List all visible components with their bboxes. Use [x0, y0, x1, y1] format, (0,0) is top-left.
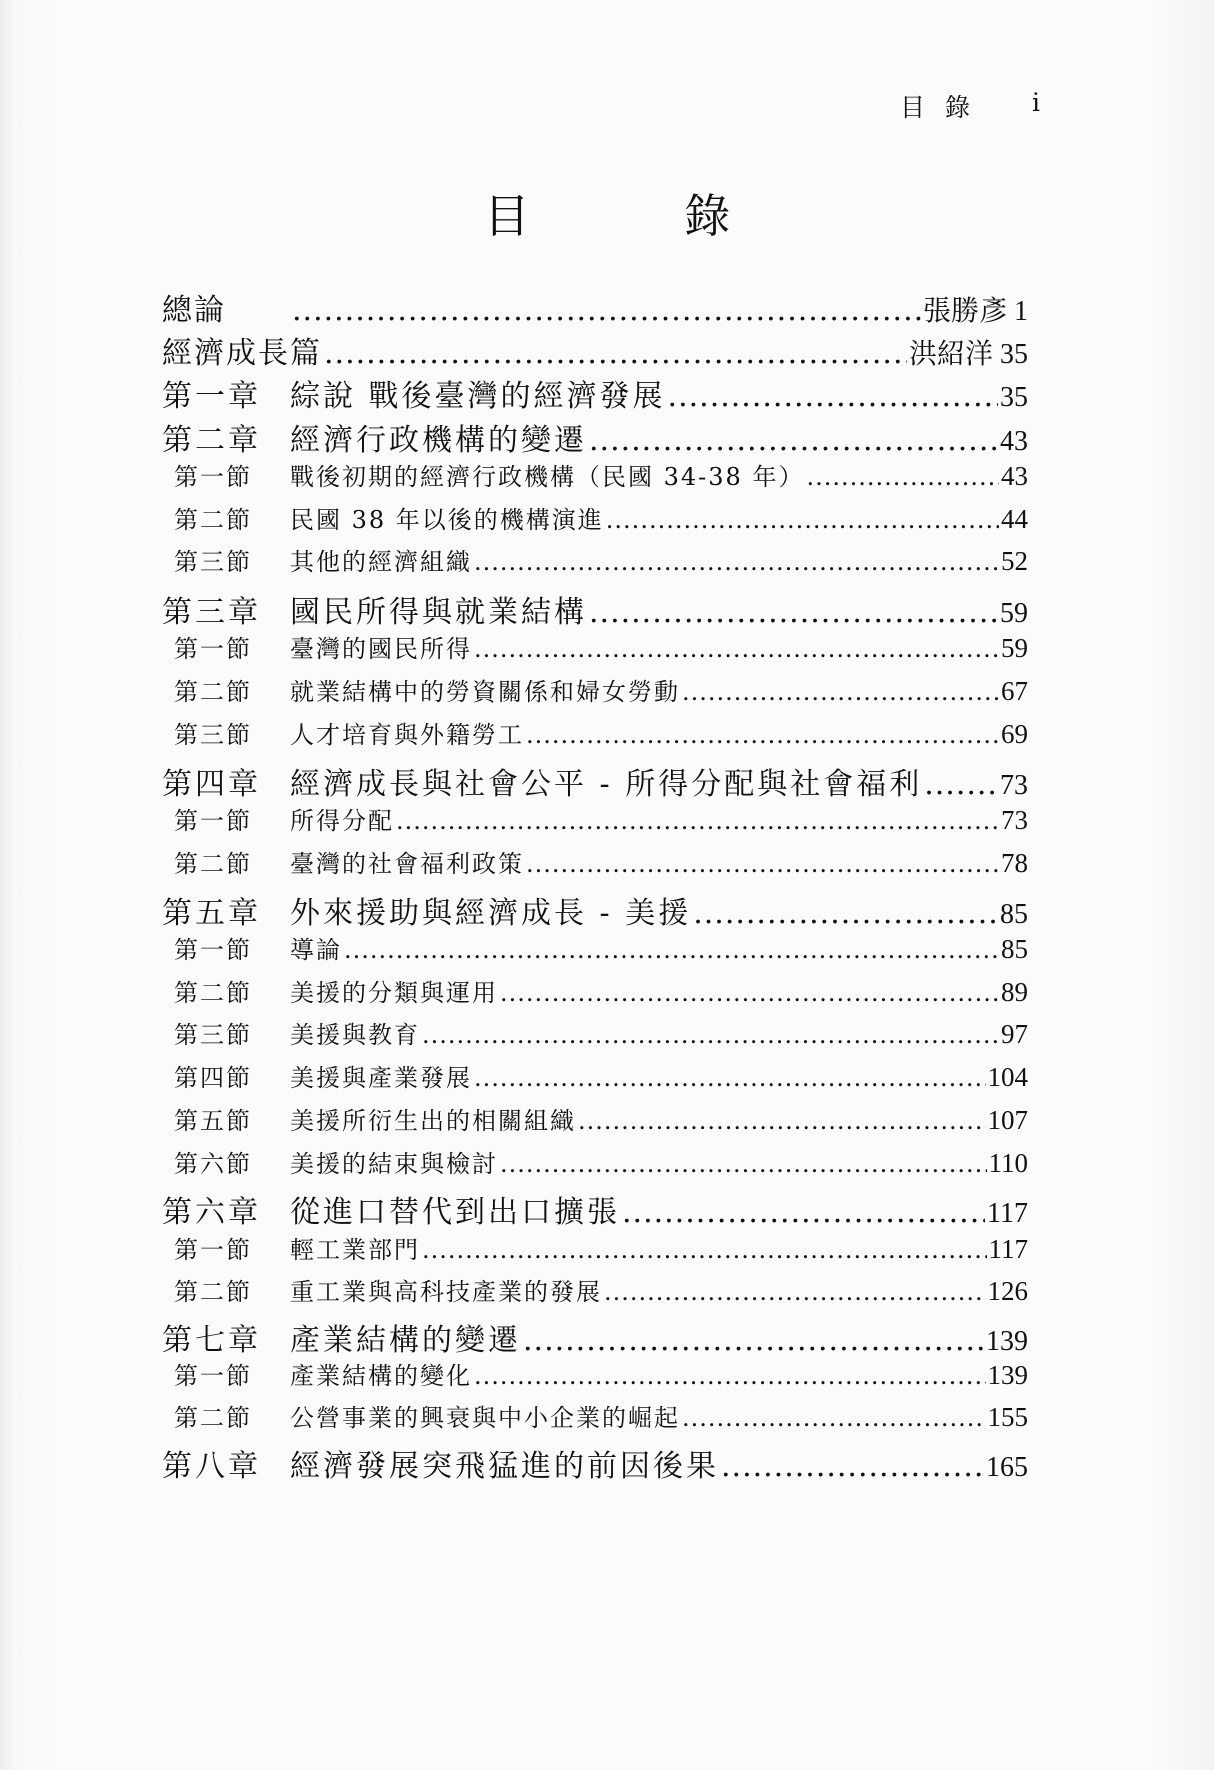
- leader-dots: [474, 1064, 986, 1092]
- leader-dots: [682, 1404, 986, 1432]
- toc-entry: [162, 801, 1028, 836]
- toc-entry-number: 第五章: [162, 896, 261, 931]
- toc-entry: [162, 1058, 1028, 1093]
- toc-entry-number: 第二章: [162, 423, 261, 458]
- toc-entry-title: 人才培育與外籍勞工: [290, 721, 524, 749]
- toc-entry-number: 第二節: [174, 1404, 252, 1432]
- toc-entry-title: 所得分配: [290, 807, 394, 835]
- toc-entry-page: 107: [987, 1105, 1028, 1135]
- toc-entry-number: 第一節: [174, 463, 252, 491]
- toc-entry-page: 43: [1000, 426, 1028, 457]
- leader-dots: [721, 1449, 984, 1484]
- leader-dots: [806, 463, 999, 491]
- toc-entry-title: 綜說 戰後臺灣的經濟發展: [290, 379, 666, 414]
- toc-entry-title: 輕工業部門: [290, 1236, 420, 1264]
- toc-entry-page: 110: [988, 1148, 1028, 1178]
- toc-entry-title: 國民所得與就業結構: [290, 595, 587, 630]
- toc-entry: [162, 1315, 1028, 1359]
- toc-entry-page: 117: [988, 1234, 1028, 1264]
- toc-entry-title: 美援所衍生出的相關組織: [290, 1107, 576, 1135]
- toc-entry-title: 外來援助與經濟成長 - 美援: [290, 896, 692, 931]
- toc-entry-title: 就業結構中的勞資關係和婦女勞動: [290, 678, 680, 706]
- toc-entry-page: 洪紹洋 35: [908, 339, 1028, 370]
- toc-entry-page: 78: [1001, 848, 1028, 878]
- leader-dots: [622, 1195, 985, 1230]
- toc-entry-title: 美援的分類與運用: [290, 979, 498, 1007]
- toc-entry: [162, 285, 1028, 329]
- toc-entry-number: 第一節: [174, 807, 252, 835]
- leader-dots: [422, 1236, 987, 1264]
- toc-entry: [162, 1144, 1028, 1179]
- toc-entry-title: 美援的結束與檢討: [290, 1150, 498, 1178]
- leader-dots: [604, 1278, 986, 1306]
- toc-entry-page: 52: [1001, 546, 1028, 576]
- header-page-number: i: [1032, 88, 1040, 117]
- leader-dots: [474, 635, 999, 663]
- toc-entry: [162, 542, 1028, 577]
- toc-entry-page: 67: [1001, 676, 1028, 706]
- toc-entry-title: 經濟成長篇: [162, 336, 322, 371]
- toc-entry-number: 第三節: [174, 548, 252, 576]
- toc-entry-number: 第二節: [174, 1278, 252, 1306]
- toc-entry: [162, 888, 1028, 932]
- toc-entry-title: 經濟發展突飛猛進的前因後果: [290, 1449, 719, 1484]
- leader-dots: [682, 678, 999, 706]
- toc-entry-page: 139: [987, 1360, 1028, 1390]
- toc-entry-title: 經濟成長與社會公平 - 所得分配與社會福利: [290, 767, 923, 802]
- toc-entry-number: 第一節: [174, 1236, 252, 1264]
- toc-entry: [162, 629, 1028, 664]
- leader-dots: [396, 807, 999, 835]
- leader-dots: [474, 548, 999, 576]
- toc-entry-title: 導論: [290, 936, 342, 964]
- page-title: 目 錄: [483, 189, 801, 243]
- toc-entry: [162, 844, 1028, 879]
- toc-entry-number: 第四章: [162, 767, 261, 802]
- toc-entry-page: 35: [1000, 382, 1028, 413]
- toc-entry-page: 165: [986, 1452, 1028, 1483]
- toc-entry-number: 第二節: [174, 506, 252, 534]
- toc-entry-title: 產業結構的變遷: [290, 1323, 521, 1358]
- toc-entry-number: 第一節: [174, 1362, 252, 1390]
- toc-entry-number: 第一節: [174, 936, 252, 964]
- running-header: [900, 88, 1040, 124]
- toc-entry-number: 第一章: [162, 379, 261, 414]
- toc-entry-page: 104: [987, 1062, 1028, 1092]
- toc-entry-page: 139: [986, 1326, 1028, 1357]
- toc-entry-page: 59: [1000, 598, 1028, 629]
- toc-entry-title: 總論: [162, 293, 226, 328]
- toc-entry-page: 69: [1001, 719, 1028, 749]
- toc-entry-title: 公營事業的興衰與中小企業的崛起: [290, 1404, 680, 1432]
- toc-entry-number: 第四節: [174, 1064, 252, 1092]
- toc-entry-title: 經濟行政機構的變遷: [290, 423, 587, 458]
- toc-entry: [162, 715, 1028, 750]
- toc-entry-page: 張勝彥 1: [922, 296, 1028, 327]
- toc-entry: [162, 930, 1028, 965]
- toc-entry-number: 第三節: [174, 721, 252, 749]
- leader-dots: [324, 336, 907, 371]
- toc-entry-title: 重工業與高科技產業的發展: [290, 1278, 602, 1306]
- toc-entry: [162, 1441, 1028, 1485]
- toc-entry-page: 89: [1001, 977, 1028, 1007]
- toc-entry-number: 第五節: [174, 1107, 252, 1135]
- toc-entry-page: 85: [1000, 899, 1028, 930]
- toc-entry-number: 第七章: [162, 1323, 261, 1358]
- leader-dots: [500, 1150, 987, 1178]
- toc-entry: [162, 457, 1028, 492]
- toc-entry: [162, 1272, 1028, 1307]
- leader-dots: [344, 936, 999, 964]
- toc-entry: [162, 1356, 1028, 1391]
- toc-entry: [162, 1015, 1028, 1050]
- toc-entry-title: 民國 38 年以後的機構演進: [290, 506, 604, 534]
- toc-entry: [162, 371, 1028, 415]
- toc-entry: [162, 328, 1028, 372]
- leader-dots: [523, 1323, 984, 1358]
- toc-entry: [162, 1230, 1028, 1265]
- toc-entry-number: 第八章: [162, 1449, 261, 1484]
- toc-entry-title: 戰後初期的經濟行政機構（民國 34-38 年）: [290, 463, 805, 491]
- toc-entry-title: 臺灣的社會福利政策: [290, 850, 524, 878]
- toc-entry-title: 臺灣的國民所得: [290, 635, 472, 663]
- toc-entry-title: 美援與教育: [290, 1021, 420, 1049]
- header-title: 目 錄: [900, 93, 976, 122]
- toc-entry-number: 第二節: [174, 979, 252, 1007]
- leader-dots: [422, 1021, 999, 1049]
- toc-entry-title: 其他的經濟組織: [290, 548, 472, 576]
- toc-entry-number: 第六章: [162, 1195, 261, 1230]
- toc-entry-number: 第三節: [174, 1021, 252, 1049]
- leader-dots: [606, 506, 999, 534]
- toc-entry-page: 117: [987, 1198, 1028, 1229]
- toc-entry: [162, 1187, 1028, 1231]
- leader-dots: [526, 721, 999, 749]
- leader-dots: [589, 423, 998, 458]
- toc-entry-page: 85: [1001, 934, 1028, 964]
- leader-dots: [474, 1362, 986, 1390]
- leader-dots: [589, 595, 998, 630]
- toc-entry-number: 第一節: [174, 635, 252, 663]
- leader-dots: [578, 1107, 986, 1135]
- toc-entry: [162, 973, 1028, 1008]
- toc-entry-page: 155: [987, 1402, 1028, 1432]
- leader-dots: [924, 767, 998, 802]
- toc-entry: [162, 759, 1028, 803]
- toc-entry: [162, 1398, 1028, 1433]
- leader-dots: [500, 979, 999, 1007]
- toc-entry-number: 第六節: [174, 1150, 252, 1178]
- toc-entry-number: 第二節: [174, 678, 252, 706]
- toc-entry: [162, 500, 1028, 535]
- toc-entry-page: 73: [1000, 770, 1028, 801]
- toc-entry: [162, 587, 1028, 631]
- toc-entry-page: 43: [1001, 461, 1028, 491]
- leader-dots: [526, 850, 999, 878]
- toc-entry: [162, 415, 1028, 459]
- toc-entry-page: 44: [1001, 504, 1028, 534]
- toc-entry-number: 第三章: [162, 595, 261, 630]
- toc-entry-title: 從進口替代到出口擴張: [290, 1195, 620, 1230]
- toc-entry: [162, 1101, 1028, 1136]
- toc-entry-page: 97: [1001, 1019, 1028, 1049]
- toc-entry-page: 59: [1001, 633, 1028, 663]
- toc-entry: [162, 672, 1028, 707]
- leader-dots: [693, 896, 998, 931]
- toc-entry-number: 第二節: [174, 850, 252, 878]
- leader-dots: [292, 293, 921, 328]
- toc-entry-title: 美援與產業發展: [290, 1064, 472, 1092]
- toc-entry-page: 126: [987, 1276, 1028, 1306]
- toc-entry-page: 73: [1001, 805, 1028, 835]
- leader-dots: [668, 379, 998, 414]
- toc-entry-title: 產業結構的變化: [290, 1362, 472, 1390]
